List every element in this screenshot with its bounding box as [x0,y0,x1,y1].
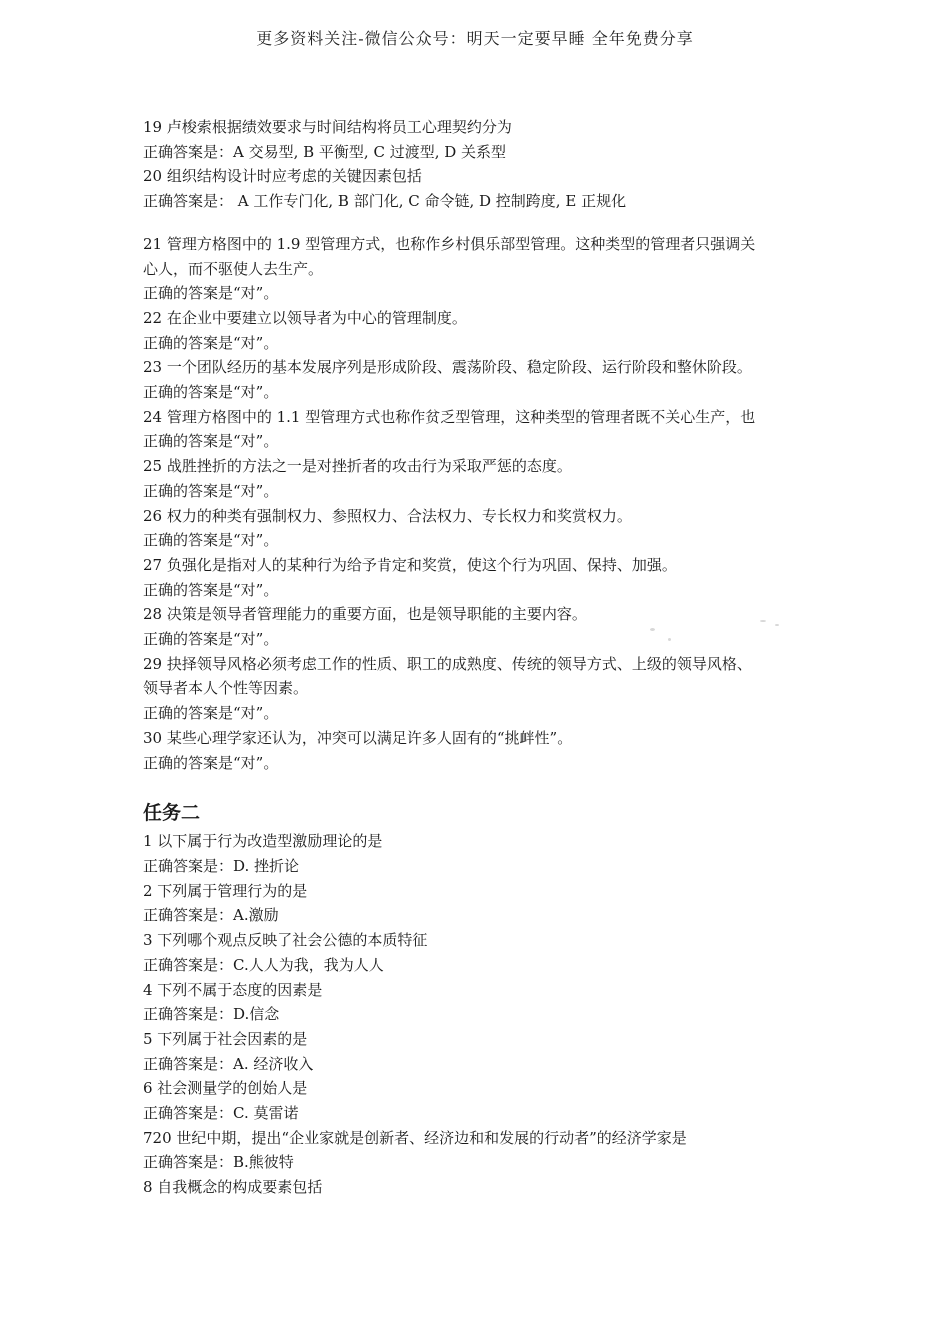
s2-question-8: 8 自我概念的构成要素包括 [143,1178,323,1197]
s2-answer-7: 正确答案是：B.熊彼特 [143,1153,294,1172]
page-header: 更多资料关注-微信公众号：明天一定要早睡 全年免费分享 [256,29,694,48]
question-23: 23 一个团队经历的基本发展序列是形成阶段、震荡阶段、稳定阶段、运行阶段和整休阶段。 [143,358,752,377]
scan-speck [760,620,766,622]
scan-speck [668,638,671,641]
answer-20: 正确答案是： A 工作专门化, B 部门化, C 命令链, D 控制跨度, E 正规化 [143,192,627,211]
question-25: 25 战胜挫折的方法之一是对挫折者的攻击行为采取严惩的态度。 [143,457,572,476]
question-29-cont: 领导者本人个性等因素。 [143,679,309,698]
spacer [143,775,833,799]
answer-30: 正确的答案是“对”。 [143,753,279,772]
question-27: 27 负强化是指对人的某种行为给予肯定和奖赏，使这个行为巩固、保持、加强。 [143,555,677,574]
answer-19: 正确答案是：A 交易型, B 平衡型, C 过渡型, D 关系型 [143,142,507,161]
answer-27: 正确的答案是“对”。 [143,580,279,599]
s2-answer-3: 正确答案是：C.人人为我，我为人人 [143,955,384,974]
answer-23: 正确的答案是“对”。 [143,383,279,402]
document-body [143,115,833,1200]
s2-question-4: 4 下列不属于态度的因素是 [143,980,323,999]
s2-answer-4: 正确答案是：D.信念 [143,1005,280,1024]
question-30: 30 某些心理学家还认为，冲突可以满足许多人固有的“挑衅性”。 [143,728,573,747]
question-20: 20 组织结构设计时应考虑的关键因素包括 [143,167,422,186]
answer-26: 正确的答案是“对”。 [143,531,279,550]
s2-question-1: 1 以下属于行为改造型激励理论的是 [143,832,383,851]
scan-speck [775,624,779,626]
answer-21: 正确的答案是“对”。 [143,284,279,303]
answer-24: 正确的答案是“对”。 [143,432,279,451]
answer-29: 正确的答案是“对”。 [143,704,279,723]
question-21: 21 管理方格图中的 1.9 型管理方式，也称作乡村俱乐部型管理。这种类型的管理者只强调关 [143,234,756,253]
scan-speck [650,628,655,631]
s2-question-2: 2 下列属于管理行为的是 [143,881,308,900]
spacer [143,214,833,232]
answer-22: 正确的答案是“对”。 [143,333,279,352]
s2-answer-6: 正确答案是：C. 莫雷诺 [143,1104,299,1123]
s2-answer-1: 正确答案是：D. 挫折论 [143,856,300,875]
s2-answer-2: 正确答案是：A.激励 [143,906,279,925]
s2-question-5: 5 下列属于社会因素的是 [143,1029,308,1048]
s2-question-7: 720 世纪中期，提出“企业家就是创新者、经济边和和发展的行动者”的经济学家是 [143,1128,687,1147]
question-19: 19 卢梭索根据绩效要求与时间结构将员工心理契约分为 [143,118,512,136]
answer-28: 正确的答案是“对”。 [143,630,279,649]
question-21-cont: 心人，而不驱使人去生产。 [143,259,324,278]
s2-answer-5: 正确答案是：A. 经济收入 [143,1054,314,1073]
question-28: 28 决策是领导者管理能力的重要方面，也是领导职能的主要内容。 [143,605,587,624]
question-26: 26 权力的种类有强制权力、参照权力、合法权力、专长权力和奖赏权力。 [143,506,632,525]
answer-25: 正确的答案是“对”。 [143,481,279,500]
question-22: 22 在企业中要建立以领导者为中心的管理制度。 [143,308,467,327]
question-24: 24 管理方格图中的 1.1 型管理方式也称作贫乏型管理，这种类型的管理者既不关心生产，也 [143,407,756,426]
question-29: 29 抉择领导风格必须考虑工作的性质、职工的成熟度、传统的领导方式、上级的领导风格、 [143,654,752,673]
s2-question-3: 3 下列哪个观点反映了社会公德的本质特征 [143,931,428,950]
section-title: 任务二 [143,802,201,825]
s2-question-6: 6 社会测量学的创始人是 [143,1079,308,1098]
